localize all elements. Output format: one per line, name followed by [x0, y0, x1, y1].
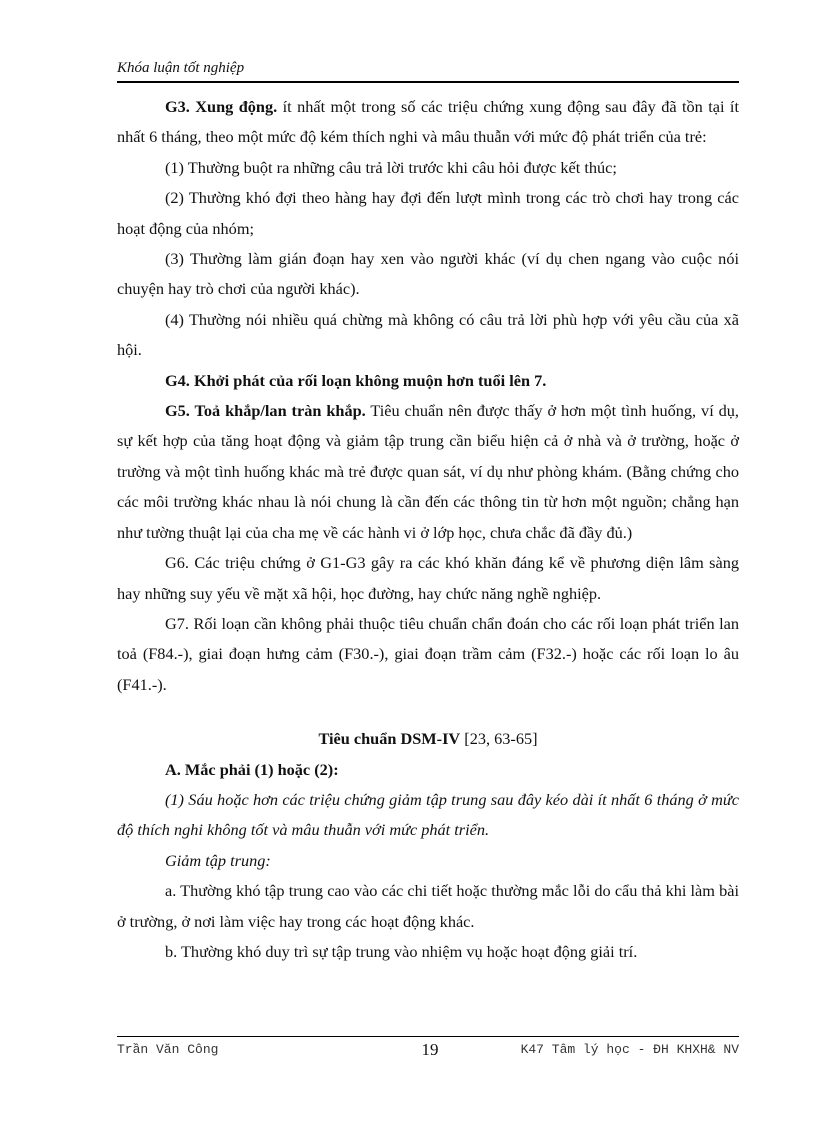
criterion-a-heading	[117, 755, 739, 785]
g3-item-1: (1) Thường buột ra những câu trả lời trước khi câu hỏi được kết thúc;	[165, 157, 617, 177]
footer-institution: K47 Tâm lý học - ĐH KHXH& NV	[520, 1042, 739, 1057]
page-footer	[117, 1042, 739, 1064]
g3-text: ít nhất một trong số các triệu chứng xung động sau đây đã tồn tại ít nhất 6 tháng, theo một mức độ kém thích nghi và mâu thuẫn với mức độ phát triển của trẻ:	[117, 97, 739, 147]
paragraph-g4	[117, 366, 739, 396]
criterion-a-1: (1) Sáu hoặc hơn các triệu chứng giảm tập trung sau đây kéo dài ít nhất 6 tháng ở mức độ thích nghi không tốt và mâu thuẫn với mức phát triển.	[117, 789, 739, 840]
page-body	[117, 92, 739, 967]
dsm-reference: [23, 63-65]	[460, 729, 538, 749]
paragraph-g5	[117, 396, 739, 548]
criterion-a-title: A. Mắc phải (1) hoặc (2):	[165, 759, 339, 779]
paragraph-g3	[117, 92, 739, 153]
subheading-giam-tap-trung: Giảm tập trung:	[165, 850, 271, 870]
g3-item-2: (2) Thường khó đợi theo hàng hay đợi đến lượt mình trong các trò chơi hay trong các hoạt động của nhóm;	[117, 188, 739, 238]
g4-heading: G4. Khởi phát của rối loạn không muộn hơn tuổi lên 7.	[165, 370, 547, 390]
dsm-title: Tiêu chuẩn DSM-IV	[318, 729, 461, 749]
g5-heading: G5. Toả khắp/lan tràn khắp.	[165, 401, 366, 421]
running-header: Khóa luận tốt nghiệp	[117, 60, 245, 76]
g3-heading: G3. Xung động.	[165, 97, 278, 116]
paragraph-g6: G6. Các triệu chứng ở G1-G3 gây ra các khó khăn đáng kể về phương diện lâm sàng hay những suy yếu về mặt xã hội, học đường, hay chức năng nghề nghiệp.	[117, 553, 739, 603]
footer-author: Trần Văn Công	[117, 1042, 219, 1057]
header-rule	[117, 81, 739, 83]
item-b: b. Thường khó duy trì sự tập trung vào nhiệm vụ hoặc hoạt động giải trí.	[165, 941, 638, 961]
g5-text: Tiêu chuẩn nên được thấy ở hơn một tình huống, ví dụ, sự kết hợp của tăng hoạt động và giảm tập trung cần biểu hiện cả ở nhà và ở trường, hoặc ở trường và một tình huống khác mà trẻ được quan sát, ví dụ như phòng khám. (Bằng chứng cho các môi trường khác nhau là nói chung là cần đến các thông tin từ hơn một nguồn; chẳng hạn như tường thuật lại của cha mẹ về các hành vi ở lớp học, chưa chắc đã đầy đủ.)	[117, 401, 739, 542]
page-number: 19	[421, 1040, 439, 1059]
g3-item-4: (4) Thường nói nhiều quá chừng mà không có câu trả lời phù hợp với yêu cầu của xã hội.	[117, 309, 739, 360]
g3-item-3: (3) Thường làm gián đoạn hay xen vào người khác (ví dụ chen ngang vào cuộc nói chuyện hay trò chơi của người khác).	[117, 249, 739, 299]
item-a: a. Thường khó tập trung cao vào các chi tiết hoặc thường mắc lỗi do cẩu thả khi làm bài ở trường, ở nơi làm việc hay trong các hoạt động khác.	[117, 881, 739, 931]
section-title	[117, 724, 739, 754]
paragraph-g7: G7. Rối loạn cần không phải thuộc tiêu chuẩn chẩn đoán cho các rối loạn phát triển lan toả (F84.-), giai đoạn hưng cảm (F30.-), giai đoạn trầm cảm (F32.-) hoặc các rối loạn lo âu (F41.-).	[117, 613, 739, 694]
footer-rule	[117, 1036, 739, 1037]
